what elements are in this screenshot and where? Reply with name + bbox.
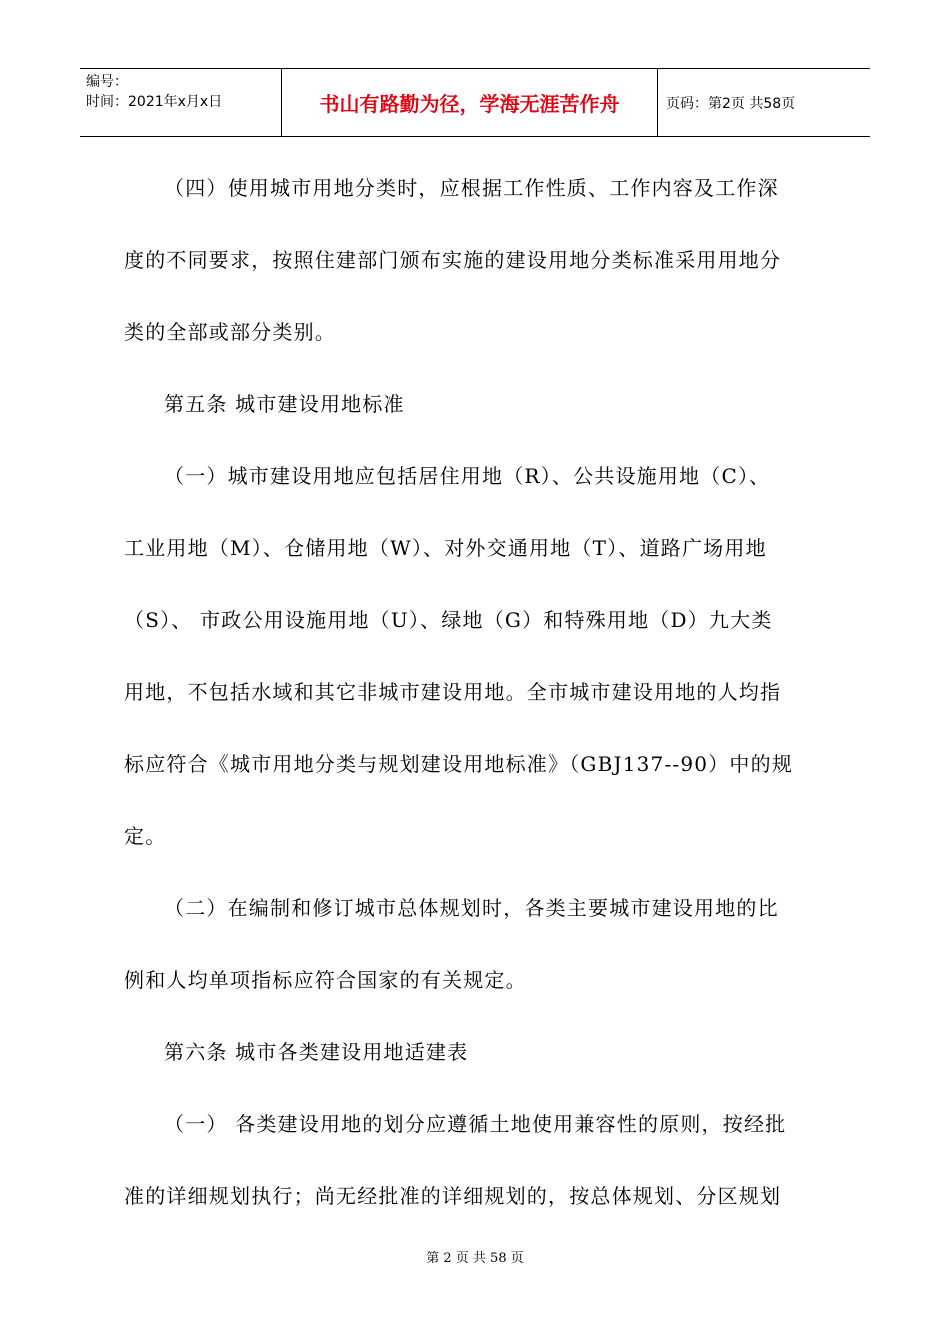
paragraph-line: 定。	[124, 824, 167, 848]
paragraph-line: 用地，不包括水域和其它非城市建设用地。全市城市建设用地的人均指	[124, 680, 782, 704]
header-meta	[80, 69, 282, 136]
paragraph-line: （一）城市建设用地应包括居住用地（R）、公共设施用地（C）、	[164, 464, 771, 488]
paragraph-line: （四）使用城市用地分类时，应根据工作性质、工作内容及工作深	[164, 176, 779, 200]
header-motto: 书山有路勤为径，学海无涯苦作舟	[282, 69, 658, 136]
paragraph-line: （S）、 市政公用设施用地（U）、绿地（G）和特殊用地（D）九大类	[124, 608, 773, 632]
document-body	[124, 170, 824, 1214]
section-heading: 第五条 城市建设用地标准	[164, 392, 405, 416]
page-footer: 第 2 页 共 58 页	[426, 1251, 524, 1266]
section-heading: 第六条 城市各类建设用地适建表	[164, 1040, 469, 1064]
paragraph-line: （一） 各类建设用地的划分应遵循土地使用兼容性的原则，按经批	[164, 1112, 787, 1136]
document-time-label: 时间：2021年x月x日	[86, 94, 223, 110]
paragraph-line: 标应符合《城市用地分类与规划建设用地标准》（GBJ137--90）中的规	[124, 752, 794, 776]
page-header	[80, 68, 870, 137]
document-number-label: 编号：	[86, 74, 128, 90]
header-page-info: 页码：第2页 共58页	[666, 95, 796, 112]
paragraph-line: 类的全部或部分类别。	[124, 320, 336, 344]
paragraph-line: 度的不同要求，按照住建部门颁布实施的建设用地分类标准采用用地分	[124, 248, 782, 272]
paragraph-line: （二）在编制和修订城市总体规划时，各类主要城市建设用地的比	[164, 896, 779, 920]
paragraph-line: 准的详细规划执行；尚无经批准的详细规划的，按总体规划、分区规划	[124, 1184, 782, 1208]
paragraph-line: 例和人均单项指标应符合国家的有关规定。	[124, 968, 527, 992]
paragraph-line: 工业用地（M）、仓储用地（W）、对外交通用地（T）、道路广场用地	[124, 536, 767, 560]
